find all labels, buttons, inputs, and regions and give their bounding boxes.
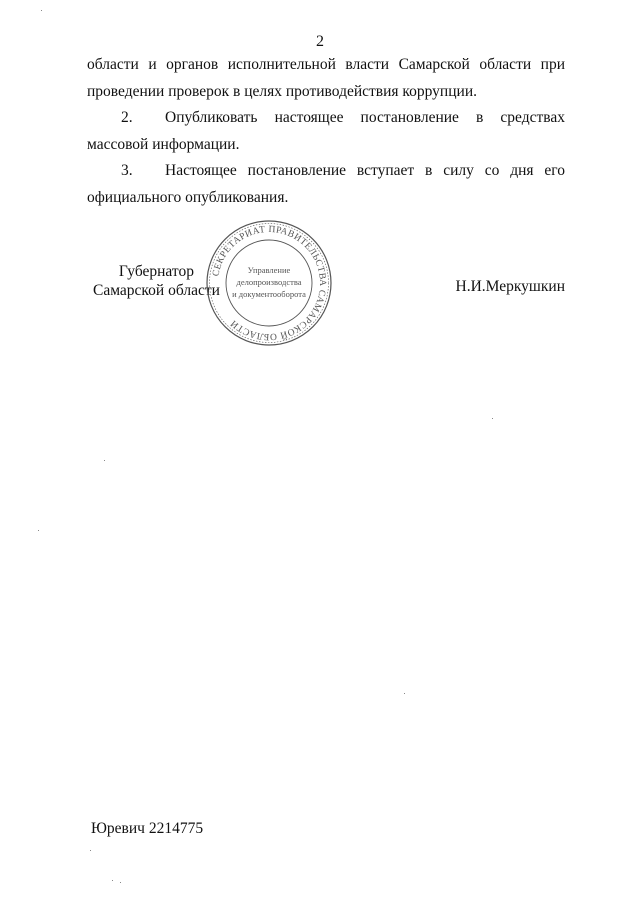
stamp-center-line-1: Управление	[247, 265, 291, 275]
paragraph-2-line-2: массовой информации.	[87, 135, 240, 153]
signature-name: Н.И.Меркушкин	[455, 278, 565, 295]
paragraph-2-line-1	[87, 105, 565, 132]
stamp-center-line-2: делопроизводства	[236, 277, 302, 287]
signature-title-line-2: Самарской области	[93, 282, 220, 299]
page-number: 2	[316, 33, 324, 50]
stamp-center-line-3: и документооборота	[232, 289, 306, 299]
paragraph-3-line-1	[87, 158, 565, 185]
scan-speck	[104, 460, 105, 461]
scan-speck	[404, 693, 405, 694]
paragraph-3-text: Настоящее постановление вступает в силу со дня его	[165, 162, 565, 179]
paragraph-1-line-2: проведении проверок в целях противодействия коррупции.	[87, 82, 477, 100]
executor-footer: Юревич 2214775	[91, 820, 204, 837]
paragraph-2-number: 2.	[121, 109, 133, 126]
paragraph-3-number: 3.	[121, 162, 133, 179]
scan-speck	[120, 882, 121, 883]
stamp-ring-text: СЕКРЕТАРИАТ ПРАВИТЕЛЬСТВА САМАРСКОЙ ОБЛАСТИ	[211, 224, 328, 342]
scan-speck	[38, 530, 39, 531]
signature-title-line-1: Губернатор	[118, 263, 194, 280]
paragraph-1-line-1: области и органов исполнительной власти Самарской области при	[87, 56, 565, 73]
official-stamp-seal	[204, 218, 334, 348]
scan-speck	[90, 850, 91, 851]
paragraph-3-line-2: официального опубликования.	[87, 188, 289, 206]
document-body	[87, 52, 565, 211]
paragraph-2-text: Опубликовать настоящее постановление в средствах	[165, 109, 565, 126]
scan-speck	[492, 418, 493, 419]
signature-title	[93, 262, 220, 300]
scan-speck	[112, 880, 113, 881]
scan-speck	[41, 10, 42, 11]
